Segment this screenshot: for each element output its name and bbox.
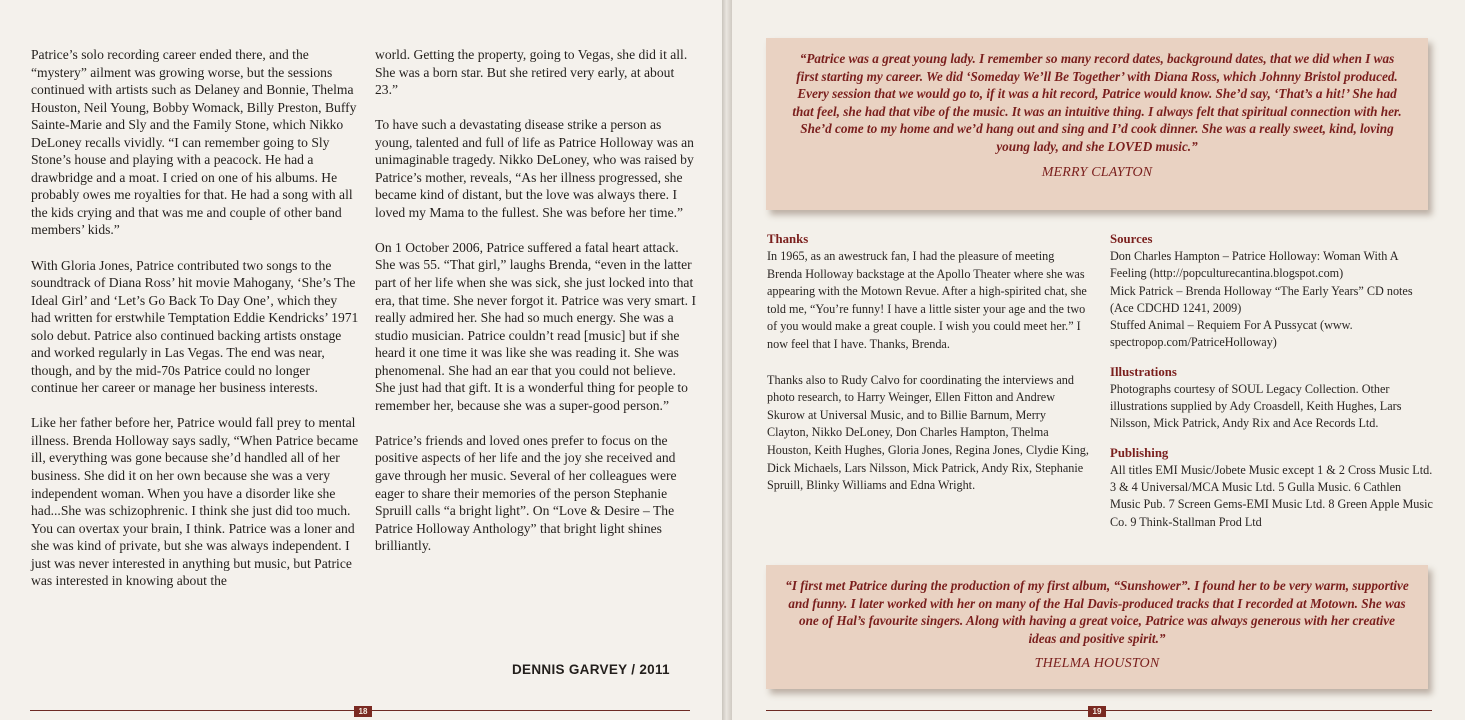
- thanks-paragraph: In 1965, as an awestruck fan, I had the pleasure of meeting Brenda Holloway backstage at the Apollo Theater where she was appearing with the Motown Revue. After a high-spirited chat, she told me, “You’re funny! I have a little sister your age and the two of you would make a great couple. I wish you could meet her.” I now feel that I have. Thanks, Brenda.: [767, 249, 1087, 351]
- paragraph: world. Getting the property, going to Vegas, she did it all. She was a born star. But she retired very early, at about 23.”: [375, 47, 688, 98]
- right-page: [732, 0, 1465, 720]
- credits-column: [1110, 231, 1434, 543]
- quote-text: “I first met Patrice during the production of my first album, “Sunshower”. I found her to be very warm, supportive and funny. I later worked with her on many of the Hal Davis-produced tracks that I recorded at Motown. She was one of Hal’s favourite singers. Along with having a great voice, Patrice was always generous with her creative ideas and positive spirit.”: [785, 578, 1409, 646]
- quote-attribution: THELMA HOUSTON: [1034, 656, 1160, 672]
- paragraph: To have such a devastating disease strike a person as young, talented and full of life as Patrice Holloway was an unimaginable tragedy. Nikko DeLoney, who was raised by Patrice’s mother, reveals, “As her illness progressed, she became kind of distant, but the love was always there. I loved my Mama to the fullest. She was before her time.”: [375, 117, 694, 220]
- thanks-heading: Thanks: [767, 232, 809, 246]
- author-signature: DENNIS GARVEY / 2011: [512, 662, 670, 677]
- sources-heading: Sources: [1110, 232, 1153, 246]
- publishing-section: [1110, 445, 1434, 531]
- illustrations-heading: Illustrations: [1110, 364, 1177, 379]
- sources-section: [1110, 231, 1434, 352]
- paragraph: Patrice’s solo recording career ended there, and the “mystery” ailment was growing worse, but the sessions continued with artists such as Delaney and Bonnie, Thelma Houston, Neil Young, Bobby Womack, Billy Preston, Buffy Sainte-Marie and Sly and the Family Stone, which Nikko DeLoney recalls vividly. “I can remember going to Sly Stone’s house and playing with a peacock. He had a drawbridge and a moat. I cried on one of his albums. He probably owes me royalties for that. He had a song with all the kids crying and that was me and couple of other band members’ kids.”: [31, 47, 357, 238]
- book-gutter: [722, 0, 732, 720]
- source-line: Stuffed Animal – Requiem For A Pussycat (www. spectropop.com/PatriceHolloway): [1110, 318, 1353, 350]
- quote-box-merry-clayton: [766, 38, 1428, 210]
- quote-box-thelma-houston: [766, 565, 1428, 689]
- paragraph: With Gloria Jones, Patrice contributed two songs to the soundtrack of Diana Ross’ hit movie Mahogany, ‘She’s The Ideal Girl’ and ‘Let’s Go Back To Day One’, which they had written for erstwhile Temptation Eddie Kendricks’ 1971 solo debut. Patrice also continued backing artists onstage and worked regularly in Las Vegas. The end was near, though, and by the mid-70s Patrice could no longer continue her career or manage her business interests.: [31, 257, 359, 396]
- quote-text: “Patrice was a great young lady. I remember so many record dates, background dates, that we did when I was first starting my career. We did ‘Someday We’ll Be Together’ with Diana Ross, which Johnny Bristol produced. Every session that we would go to, if it was a hit record, Patrice would know. She’d say, ‘That’s a hit!’ She had that feel, she had that vibe of the music. It was an intuitive thing. I always felt that spiritual connection with her. She’d come to my home and we’d hang out and sing and I’d cook dinner. She was a really sweet, kind, loving young lady, and she LOVED music.”: [792, 51, 1402, 154]
- left-column-1: [31, 46, 359, 607]
- paragraph: On 1 October 2006, Patrice suffered a fatal heart attack. She was 55. “That girl,” laughs Brenda, “even in the latter part of her life when she was sick, she just locked into that era, that time. She never forgot it. Patrice was very smart. I really admired her. She had so much energy. She was a studio musician. Patrice couldn’t read [music] but if she heard it one time it was like she was reading it. She was phenomenal. She had an ear that you could not believe. She just had that gift. It is a wonderful thing for people to remember her, because she was a super-good person.”: [375, 239, 696, 413]
- page-number: 18: [354, 706, 372, 717]
- illustrations-text: Photographs courtesy of SOUL Legacy Collection. Other illustrations supplied by Ady Croasdell, Keith Hughes, Lars Nilsson, Mick Patrick, Andy Rix and Ace Records Ltd.: [1110, 381, 1402, 431]
- thanks-section: [767, 231, 1089, 513]
- source-line: Don Charles Hampton – Patrice Holloway: Woman With A Feeling (http://popculturecantina.blogspot.com): [1110, 249, 1398, 281]
- source-line: Mick Patrick – Brenda Holloway “The Early Years” CD notes (Ace CDCHD 1241, 2009): [1110, 283, 1413, 315]
- publishing-text: All titles EMI Music/Jobete Music except 1 & 2 Cross Music Ltd. 3 & 4 Universal/MCA Music Ltd. 5 Gulla Music. 6 Cathlen Music Pub. 7 Screen Gems-EMI Music Ltd. 8 Green Apple Music Co. 9 Think-Stallman Prod Ltd: [1110, 462, 1433, 529]
- quote-attribution: MERRY CLAYTON: [1041, 164, 1153, 180]
- illustrations-section: [1110, 364, 1434, 433]
- paragraph: Patrice’s friends and loved ones prefer to focus on the positive aspects of her life and the joy she received and gave through her music. Several of her colleagues were eager to share their memories of the person Stephanie Spruill calls “a bright light”. On “Love & Desire – The Patrice Holloway Anthology” that bright light shines brilliantly.: [375, 432, 677, 554]
- paragraph: Like her father before her, Patrice would fall prey to mental illness. Brenda Holloway says sadly, “When Patrice became ill, everything was gone because she’d handled all of her business. She did it on her own because she was a very independent woman. When you have a disorder like she had...She was schizophrenic. I think she just did too much. You can overtax your brain, I think. Patrice was a loner and she was kind of private, but she was always independent. I just was never interested in anything but music, but Patrice was interested in knowing about the: [31, 415, 359, 589]
- page-number: 19: [1088, 706, 1106, 717]
- left-page: [0, 0, 722, 720]
- publishing-heading: Publishing: [1110, 445, 1169, 460]
- left-column-2: [375, 46, 699, 572]
- thanks-paragraph: Thanks also to Rudy Calvo for coordinating the interviews and photo research, to Harry Weinger, Ellen Fitton and Andrew Skurow at Universal Music, and to Billie Barnum, Merry Clayton, Nikko DeLoney, Don Charles Hampton, Thelma Houston, Keith Hughes, Gloria Jones, Regina Jones, Clydie King, Dick Michaels, Lars Nilsson, Mick Patrick, Andy Rix, Stephanie Spruill, Blinky Williams and Edna Wright.: [767, 372, 1089, 493]
